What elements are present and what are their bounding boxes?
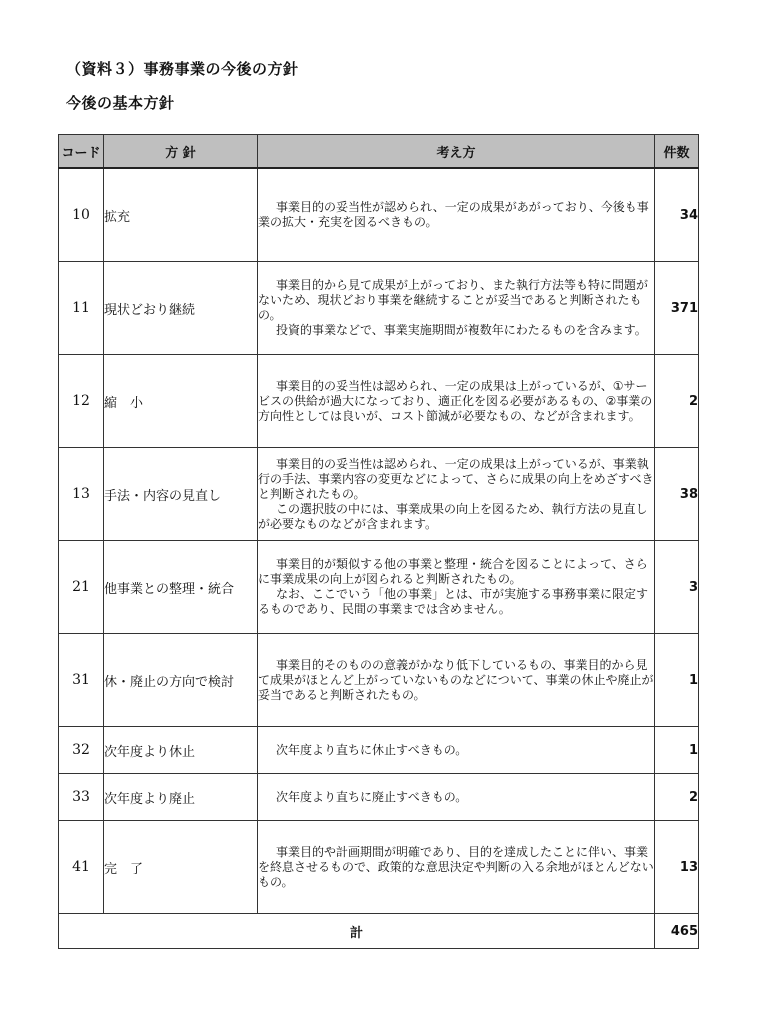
document-subtitle: 今後の基本方針 — [66, 94, 175, 112]
description-paragraph: 事業目的の妥当性は認められ、一定の成果は上がっているが、①サービスの供給が過大になっており、適正化を図る必要があるもの、②事業の方向性としては良いが、コスト節減が必要なもの、などが含まれます。 — [258, 378, 653, 423]
row-policy: 休・廃止の方向で検討 — [104, 634, 258, 727]
row-code: 11 — [59, 262, 104, 355]
row-code: 10 — [59, 168, 104, 262]
table-row — [59, 262, 699, 355]
row-policy: 拡充 — [104, 168, 258, 262]
description-paragraph: なお、ここでいう「他の事業」とは、市が実施する事務事業に限定するものであり、民間の事業までは含めません。 — [258, 587, 649, 616]
row-policy: 次年度より休止 — [104, 727, 258, 774]
description-paragraph: 事業目的そのものの意義がかなり低下しているもの、事業目的から見て成果がほとんど上がっていないものなどについて、事業の休止や廃止が妥当であると判断されたもの。 — [258, 657, 654, 702]
row-description — [258, 541, 655, 634]
total-count: 465 — [655, 914, 699, 949]
table-row — [59, 634, 699, 727]
total-label: 計 — [59, 914, 655, 949]
row-policy: 手法・内容の見直し — [104, 448, 258, 541]
row-policy: 現状どおり継続 — [104, 262, 258, 355]
header-count: 件数 — [655, 135, 699, 169]
row-count: 3 — [655, 541, 699, 634]
row-description — [258, 634, 655, 727]
row-description — [258, 355, 655, 448]
row-code: 41 — [59, 821, 104, 914]
policy-table — [58, 134, 699, 949]
description-paragraph: 次年度より直ちに廃止すべきもの。 — [276, 789, 468, 804]
row-count: 2 — [655, 774, 699, 821]
header-code: コード — [59, 135, 104, 169]
row-count: 1 — [655, 634, 699, 727]
row-policy: 他事業との整理・統合 — [104, 541, 258, 634]
description-paragraph: 事業目的の妥当性は認められ、一定の成果は上がっているが、事業執行の手法、事業内容の変更などによって、さらに成果の向上をめざすべきと判断されたもの。 — [258, 456, 654, 501]
table-row — [59, 541, 699, 634]
table-row — [59, 821, 699, 914]
table-row — [59, 168, 699, 262]
row-description — [258, 168, 655, 262]
table-row — [59, 448, 699, 541]
description-paragraph: 事業目的の妥当性が認められ、一定の成果があがっており、今後も事業の拡大・充実を図るべきもの。 — [258, 200, 649, 229]
row-description — [258, 774, 655, 821]
header-policy: 方 針 — [104, 135, 258, 169]
row-policy: 完 了 — [104, 821, 258, 914]
row-count: 371 — [655, 262, 699, 355]
row-description — [258, 821, 655, 914]
row-count: 13 — [655, 821, 699, 914]
row-code: 13 — [59, 448, 104, 541]
description-paragraph: 事業目的から見て成果が上がっており、また執行方法等も特に問題がないため、現状どおり事業を継続することが妥当であると判断されたもの。 — [258, 278, 649, 322]
header-approach: 考え方 — [258, 135, 655, 169]
table-row — [59, 355, 699, 448]
row-code: 33 — [59, 774, 104, 821]
row-code: 32 — [59, 727, 104, 774]
row-code: 21 — [59, 541, 104, 634]
table-row — [59, 727, 699, 774]
description-paragraph: 事業目的や計画期間が明確であり、目的を達成したことに伴い、事業を終息させるもので、政策的な意思決定や判断の入る余地がほとんどないもの。 — [258, 844, 654, 889]
row-count: 2 — [655, 355, 699, 448]
description-paragraph: 事業目的が類似する他の事業と整理・統合を図ることによって、さらに事業成果の向上が図られると判断されたもの。 — [258, 557, 648, 586]
description-paragraph: この選択肢の中には、事業成果の向上を図るため、執行方法の見直しが必要なものなどが含まれます。 — [258, 501, 648, 531]
row-description — [258, 727, 655, 774]
description-paragraph: 投資的事業などで、事業実施期間が複数年にわたるものを含みます。 — [276, 323, 647, 337]
row-description — [258, 262, 655, 355]
row-policy: 縮 小 — [104, 355, 258, 448]
table-row — [59, 774, 699, 821]
document-title: （資料３）事務事業の今後の方針 — [66, 60, 299, 78]
row-count: 34 — [655, 168, 699, 262]
row-description — [258, 448, 655, 541]
row-code: 31 — [59, 634, 104, 727]
row-policy: 次年度より廃止 — [104, 774, 258, 821]
table-header-row — [59, 135, 699, 169]
description-paragraph: 次年度より直ちに休止すべきもの。 — [276, 742, 468, 757]
row-count: 1 — [655, 727, 699, 774]
row-count: 38 — [655, 448, 699, 541]
row-code: 12 — [59, 355, 104, 448]
total-row — [59, 914, 699, 949]
